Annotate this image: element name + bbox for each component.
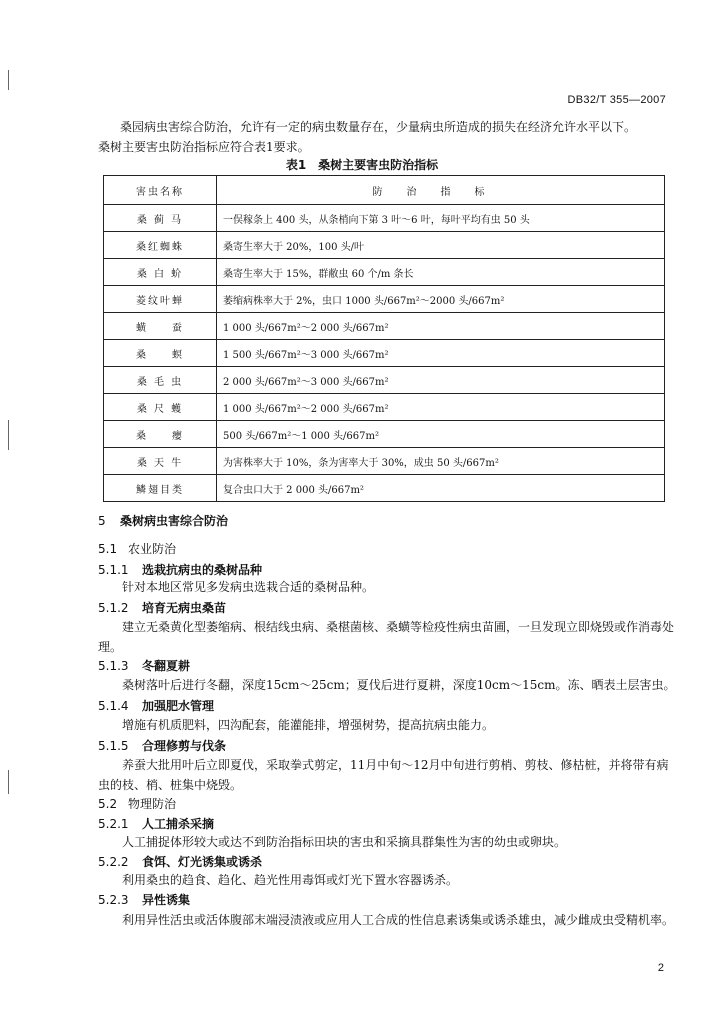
pest-indicator: 一俣稼条上 400 头，从条梢向下第 3 叶～6 叶，每叶平均有虫 50 头 — [217, 205, 665, 232]
section-number: 5.1 — [98, 542, 118, 556]
section-5-2-3-heading — [98, 891, 190, 908]
section-title: 合理修剪与伐条 — [142, 739, 227, 753]
table-row — [104, 448, 665, 475]
pest-name: 菱纹叶蝉 — [104, 286, 217, 313]
section-number: 5.2.1 — [98, 817, 129, 831]
table-row — [104, 475, 665, 502]
table-caption: 表1 桑树主要害虫防治指标 — [285, 158, 439, 172]
table-row — [104, 394, 665, 421]
pest-indicator: 复合虫口大于 2 000 头/667m² — [217, 475, 665, 502]
section-5-1-4-heading — [98, 697, 214, 714]
standard-id: DB32/T 355—2007 — [567, 94, 666, 106]
pest-indicator: 桑寄生率大于 20%，100 头/叶 — [217, 232, 665, 259]
table-row — [104, 313, 665, 340]
intro-paragraph — [98, 117, 678, 157]
header-indicator: 防治指标 — [217, 176, 665, 205]
pest-indicator: 1 000 头/667m²～2 000 头/667m² — [217, 394, 665, 421]
section-5-1-5-body: 养蚕大批用叶后立即夏伐，采取拳式剪定，11月中旬～12月中旬进行剪梢、剪枝、修枯桩，并将带有病虫的枝、梢、桩集中烧毁。 — [98, 758, 669, 792]
pest-indicator: 2 000 头/667m²～3 000 头/667m² — [217, 367, 665, 394]
pest-name: 桑 尺 蠖 — [104, 394, 217, 421]
section-5-1-3-body: 桑树落叶后进行冬翻，深度15cm～25cm；夏伐后进行夏耕，深度10cm～15cm。冻、晒表土层害虫。 — [122, 678, 676, 692]
section-title: 培育无病虫桑苗 — [142, 601, 227, 615]
pest-name: 桑红蜘蛛 — [104, 232, 217, 259]
scan-margin-mark — [8, 770, 9, 794]
pest-indicator: 1 000 头/667m²～2 000 头/667m² — [217, 313, 665, 340]
page-number: 2 — [657, 962, 664, 974]
section-number: 5.1.2 — [98, 601, 129, 615]
pest-name: 鳞翅目类 — [104, 475, 217, 502]
section-number: 5.1.5 — [98, 739, 129, 753]
section-number: 5.2.2 — [98, 855, 129, 869]
pest-name: 桑 蓟 马 — [104, 205, 217, 232]
pest-indicator: 500 头/667m²～1 000 头/667m² — [217, 421, 665, 448]
section-5-1-5-heading — [98, 737, 226, 754]
section-number: 5.1.4 — [98, 699, 129, 713]
section-title: 农业防治 — [128, 542, 177, 556]
section-number: 5.1.1 — [98, 563, 129, 577]
pest-name: 蟥 蚕 — [104, 313, 217, 340]
section-5-1-heading — [98, 540, 176, 557]
section-number: 5.2.3 — [98, 893, 129, 907]
section-number: 5 — [98, 514, 106, 528]
pest-control-table — [103, 175, 665, 502]
section-title: 物理防治 — [128, 797, 177, 811]
pest-name: 桑 白 蚧 — [104, 259, 217, 286]
table-row — [104, 232, 665, 259]
section-5-2-2-body: 利用桑虫的趋食、趋化、趋光性用毒饵或灯光下置水容器诱杀。 — [122, 873, 459, 887]
section-5-1-2-heading — [98, 599, 226, 616]
section-5-1-1-body: 针对本地区常见多发病虫选栽合适的桑树品种。 — [122, 580, 375, 594]
section-title: 食饵、灯光诱集或诱杀 — [142, 855, 263, 869]
scan-margin-mark — [8, 70, 9, 90]
intro-line-2: 桑树主要害虫防治指标应符合表1要求。 — [98, 140, 310, 154]
section-5-1-2-body: 建立无桑黄化型萎缩病、根结线虫病、桑椹菌核、桑蟥等检疫性病虫苗圃，一旦发现立即烧毁或作消毒处理。 — [98, 620, 675, 654]
table-row — [104, 286, 665, 313]
section-title: 加强肥水管理 — [142, 699, 215, 713]
intro-line-1: 桑园病虫害综合防治，允许有一定的病虫数量存在，少量病虫所造成的损失在经济允许水平以下。 — [120, 120, 637, 134]
section-number: 5.1.3 — [98, 659, 129, 673]
section-5-heading — [98, 512, 228, 529]
section-title: 冬翻夏耕 — [142, 659, 191, 673]
section-title: 人工捕杀采摘 — [142, 817, 215, 831]
section-5-2-2-heading — [98, 853, 262, 870]
section-title: 桑树病虫害综合防治 — [120, 514, 229, 528]
section-number: 5.2 — [98, 797, 118, 811]
pest-name: 桑 毛 虫 — [104, 367, 217, 394]
section-5-2-1-heading — [98, 815, 214, 832]
table-row — [104, 367, 665, 394]
section-5-2-heading — [98, 795, 176, 812]
pest-indicator: 桑寄生率大于 15%，群敝虫 60 个/m 条长 — [217, 259, 665, 286]
pest-indicator: 1 500 头/667m²～3 000 头/667m² — [217, 340, 665, 367]
scan-margin-mark — [8, 420, 9, 450]
pest-indicator: 萎缩病株率大于 2%，虫口 1000 头/667m²～2000 头/667m² — [217, 286, 665, 313]
pest-name: 桑 天 牛 — [104, 448, 217, 475]
table-header-row — [104, 176, 665, 205]
section-title: 选栽抗病虫的桑树品种 — [142, 563, 263, 577]
table-row — [104, 205, 665, 232]
table-row — [104, 340, 665, 367]
header-pest-name: 害虫名称 — [104, 176, 217, 205]
pest-indicator: 为害株率大于 10%，条为害率大于 30%，成虫 50 头/667m² — [217, 448, 665, 475]
section-5-2-1-body: 人工捕捉体形较大或达不到防治指标田块的害虫和采摘具群集性为害的幼虫或卵块。 — [122, 835, 567, 849]
section-5-1-3-heading — [98, 657, 190, 674]
pest-name: 桑 螟 — [104, 340, 217, 367]
table-row — [104, 421, 665, 448]
section-title: 异性诱集 — [142, 893, 191, 907]
table-row — [104, 259, 665, 286]
section-5-1-4-body: 增施有机质肥料，四沟配套，能灌能排，增强树势，提高抗病虫能力。 — [122, 718, 495, 732]
section-5-2-3-body: 利用异性活虫或活体腹部末端浸渍液或应用人工合成的性信息素诱集或诱杀雄虫，减少雌成虫受精机率。 — [122, 913, 675, 927]
section-5-1-1-heading — [98, 561, 262, 578]
pest-name: 桑 瘿 — [104, 421, 217, 448]
